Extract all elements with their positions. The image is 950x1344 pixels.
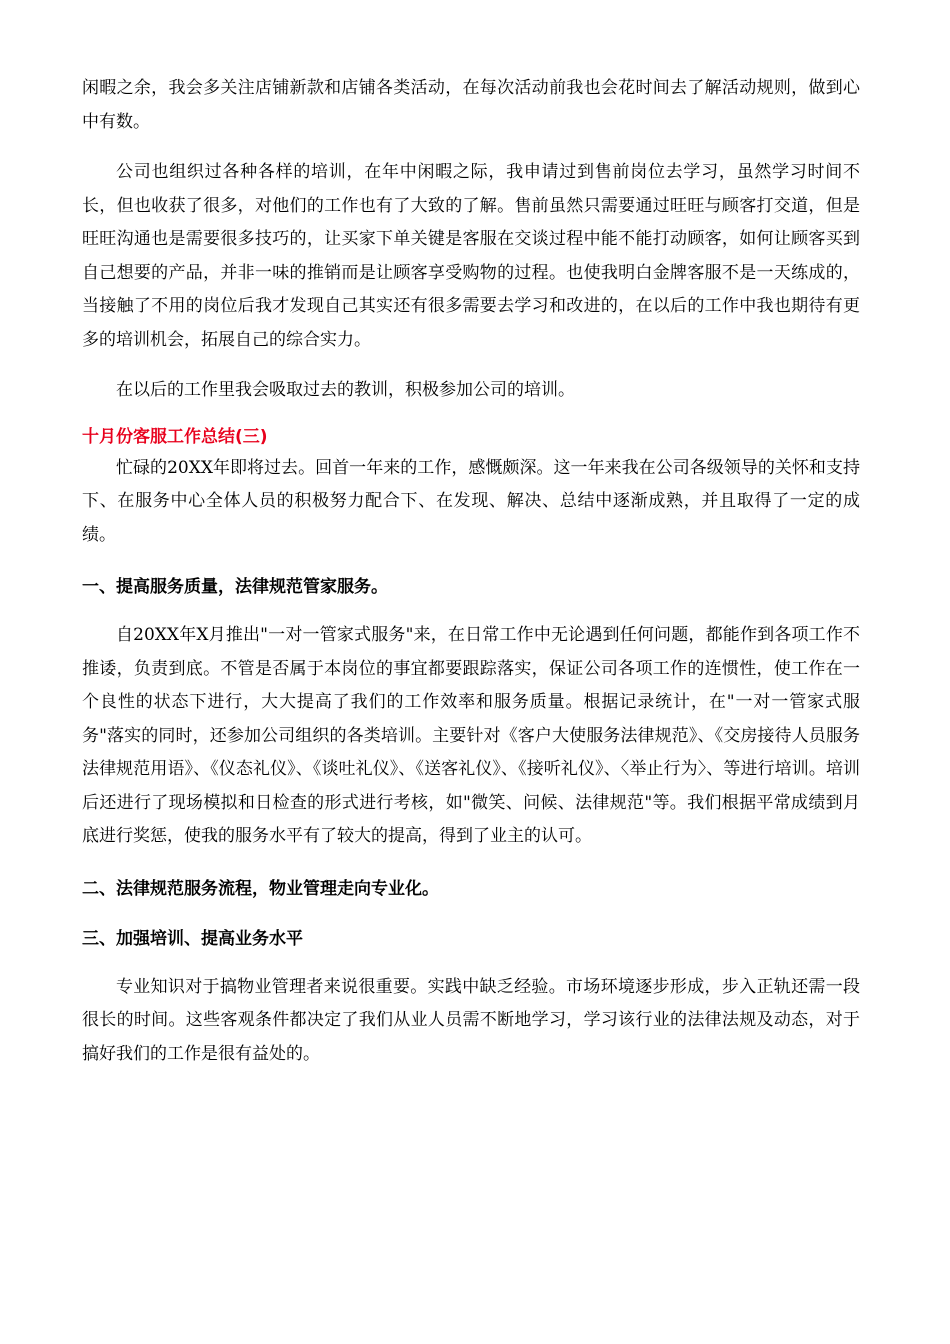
body-paragraph: 忙碌的20XX年即将过去。回首一年来的工作，感慨颇深。这一年来我在公司各级领导的关怀和支持下、在服务中心全体人员的积极努力配合下、在发现、解决、总结中逐渐成熟，并且取得了一定的成绩。 [82,457,860,545]
body-paragraph: 在以后的工作里我会吸取过去的教训，积极参加公司的培训。 [116,380,575,400]
section-heading: 二、法律规范服务流程，物业管理走向专业化。 [82,878,439,899]
section-title: 十月份客服工作总结(三) [82,426,268,447]
body-paragraph: 自20XX年X月推出"一对一管家式服务"来，在日常工作中无论遇到任何问题，都能作到各项工作不推诿，负责到底。不管是否属于本岗位的事宜都要跟踪落实，保证公司各项工作的连惯性，使工作在一个良性的状态下进行，大大提高了我们的工作效率和服务质量。根据记录统计，在"一对一管家式服务"落实的同时，还参加公司组织的各类培训。主要针对《客户大使服务法律规范》、《交房接待人员服务法律规范用语》、《仪态礼仪》、《谈吐礼仪》、《送客礼仪》、《接听礼仪》、〈举止行为〉、等进行培训。培训后还进行了现场模拟和日检查的形式进行考核，如"微笑、问候、法律规范"等。我们根据平常成绩到月底进行奖惩，使我的服务水平有了较大的提高，得到了业主的认可。 [82,625,860,846]
body-paragraph: 专业知识对于搞物业管理者来说很重要。实践中缺乏经验。市场环境逐步形成，步入正轨还需一段很长的时间。这些客观条件都决定了我们从业人员需不断地学习，学习该行业的法律法规及动态，对于搞好我们的工作是很有益处的。 [82,976,860,1064]
body-paragraph: 公司也组织过各种各样的培训，在年中闲暇之际，我申请过到售前岗位去学习，虽然学习时间不长，但也收获了很多，对他们的工作也有了大致的了解。售前虽然只需要通过旺旺与顾客打交道，但是旺旺沟通也是需要很多技巧的，让买家下单关键是客服在交谈过程中能不能打动顾客，如何让顾客买到自己想要的产品，并非一味的推销而是让顾客享受购物的过程。也使我明白金牌客服不是一天练成的，当接触了不用的岗位后我才发现自己其实还有很多需要去学习和改进的，在以后的工作中我也期待有更多的培训机会，拓展自己的综合实力。 [82,162,860,350]
section-heading: 三、加强培训、提高业务水平 [82,928,303,949]
section-heading: 一、提高服务质量，法律规范管家服务。 [82,577,388,597]
body-paragraph: 闲暇之余，我会多关注店铺新款和店铺各类活动，在每次活动前我也会花时间去了解活动规则，做到心中有数。 [82,78,860,132]
